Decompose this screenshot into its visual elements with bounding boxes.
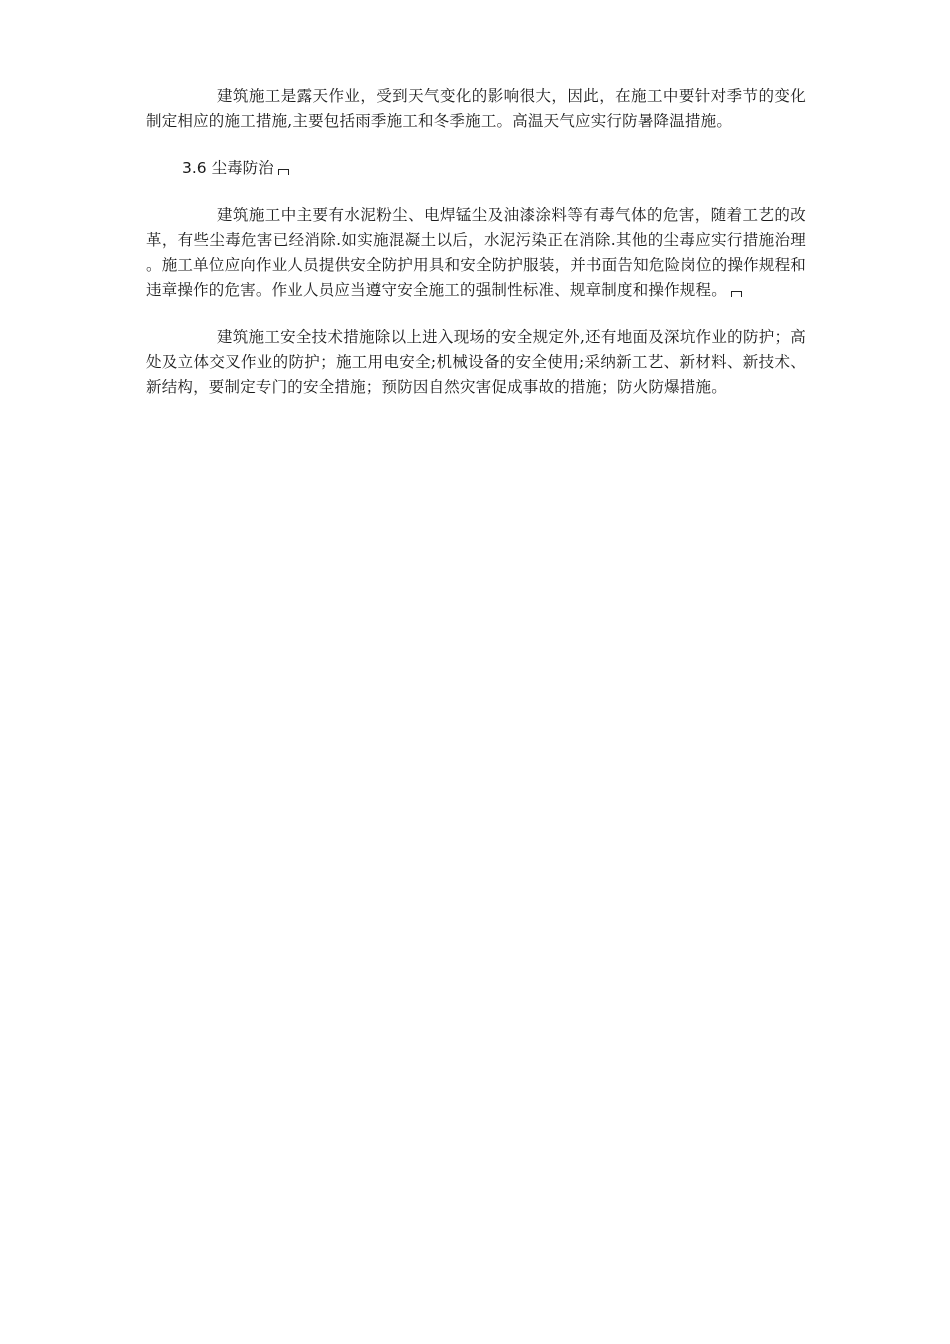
paragraph-weather: [146, 84, 806, 134]
paragraph-dust: [146, 203, 806, 303]
paragraph-measures-text: 建筑施工安全技术措施除以上进入现场的安全规定外,还有地面及深坑作业的防护；高处及立体交叉作业的防护；施工用电安全;机械设备的安全使用;采纳新工艺、新材料、新技术、新结构，要制定专门的安全措施；预防因自然灾害促成事故的措施；防火防爆措施。: [146, 328, 806, 396]
paragraph-dust-text: 建筑施工中主要有水泥粉尘、电焊锰尘及油漆涂料等有毒气体的危害，随着工艺的改革，有些尘毒危害已经消除.如实施混凝土以后，水泥污染正在消除.其他的尘毒应实行措施治理 。施工单位应向作业人员提供安全防护用具和安全防护服装，并书面告知危险岗位的操作规程和违章操作的危害。作业人员应当遵守安全施工的强制性标准、规章制度和操作规程。: [146, 206, 806, 299]
section-heading: [146, 156, 806, 181]
document-page: [146, 84, 806, 400]
paragraph-measures: [146, 325, 806, 400]
paragraph-mark-icon: [731, 291, 742, 297]
section-heading-text: 3.6 尘毒防治: [182, 159, 274, 177]
paragraph-weather-text: 建筑施工是露天作业，受到天气变化的影响很大，因此，在施工中要针对季节的变化制定相应的施工措施,主要包括雨季施工和冬季施工。高温天气应实行防暑降温措施。: [146, 87, 806, 130]
paragraph-mark-icon: [278, 169, 289, 175]
